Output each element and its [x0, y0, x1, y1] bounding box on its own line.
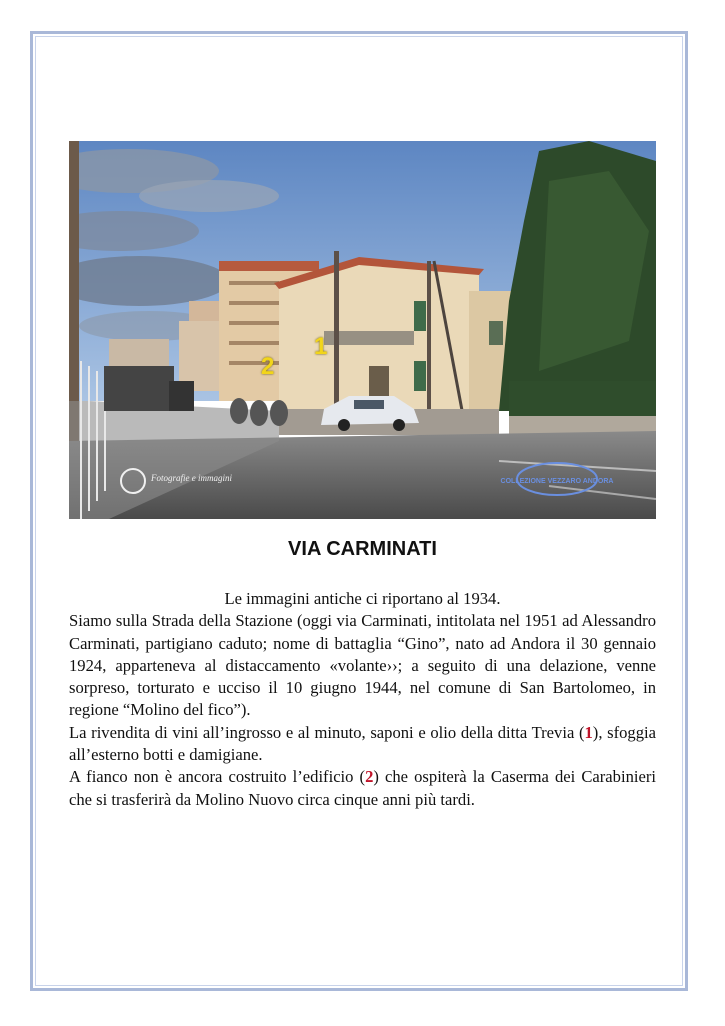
photo-marker-2: 2 — [261, 353, 275, 380]
watermark-left: Fotografie e immagini — [151, 473, 232, 483]
article-body — [69, 588, 656, 811]
history-paragraph: Siamo sulla Strada della Stazione (oggi via Carminati, intitolata nel 1951 ad Alessandro Carminati, partigiano caduto; nome di battaglia “Gino”, nato ad Andora il 30 gennaio 1924, apparteneva al distaccamento «volante››; a seguito di una delazione, venne sorpreso, torturato e ucciso il 10 giugno 1944, nel comune di San Bartolomeo, in regione “Molino del fico”). — [69, 611, 656, 720]
reference-number-2: 2 — [365, 767, 374, 787]
shop-text-before: La rivendita di vini all’ingrosso e al minuto, saponi e olio della ditta Trevia ( — [69, 722, 585, 742]
barracks-paragraph — [69, 766, 656, 811]
reference-number-1: 1 — [584, 722, 593, 742]
barracks-text-before: A fianco non è ancora costruito l’edificio ( — [69, 767, 366, 787]
page-title: VIA CARMINATI — [288, 538, 437, 560]
photo-marker-1: 1 — [314, 333, 328, 360]
shop-text-after: ), sfoggia all’esterno botti e damigiane. — [69, 722, 656, 765]
street-photo-illustration — [69, 141, 656, 519]
shop-paragraph — [69, 722, 656, 767]
intro-paragraph: Le immagini antiche ci riportano al 1934. — [224, 589, 501, 608]
watermark-right: COLLEZIONE VEZZARO ANDORA — [500, 478, 614, 485]
barracks-text-after: ) che ospiterà la Caserma dei Carabinieri che si trasferirà da Molino Nuovo circa cinque anni più tardi. — [69, 767, 656, 809]
street-photo — [69, 141, 656, 519]
